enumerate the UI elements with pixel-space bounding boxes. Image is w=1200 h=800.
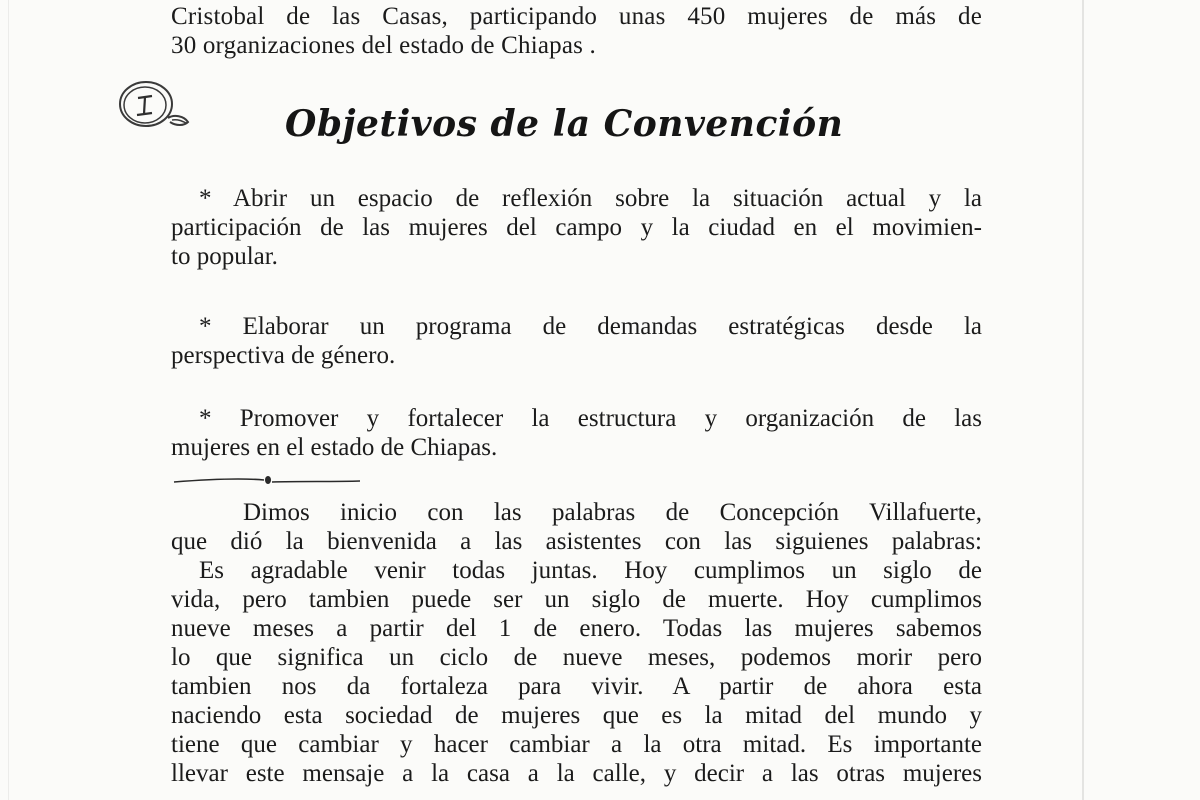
objective-line: * Elaborar un programa de demandas estratégicas desde la — [199, 313, 982, 340]
body-line: Es agradable venir todas juntas. Hoy cumplimos un siglo de — [199, 557, 982, 584]
body-line: tambien nos da fortaleza para vivir. A partir de ahora esta — [171, 673, 982, 700]
page-left-edge — [8, 0, 9, 800]
section-heading: Objetivos de la Convención — [285, 103, 844, 145]
intro-line: 30 organizaciones del estado de Chiapas . — [171, 32, 596, 59]
body-line: tiene que cambiar y hacer cambiar a la otra mitad. Es importante — [171, 731, 982, 758]
objective-item — [171, 312, 982, 370]
objective-line: participación de las mujeres del campo y la ciudad en el movimien- — [171, 214, 982, 241]
intro-paragraph — [171, 2, 982, 60]
objective-item — [171, 184, 982, 271]
body-line: naciendo esta sociedad de mujeres que es la mitad del mundo y — [171, 702, 982, 729]
objective-item — [171, 404, 982, 462]
body-paragraph — [171, 498, 982, 788]
objective-line: to popular. — [171, 243, 278, 270]
body-line: Dimos inicio con las palabras de Concepción Villafuerte, — [243, 499, 982, 526]
objective-line: perspectiva de género. — [171, 342, 396, 369]
objective-line: * Promover y fortalecer la estructura y organización de las — [199, 405, 982, 432]
body-line: llevar este mensaje a la casa a la calle, y decir a las otras mujeres — [171, 760, 982, 787]
page-right-edge — [1082, 0, 1084, 800]
body-line: que dió la bienvenida a las asistentes con las siguienes palabras: — [171, 528, 982, 555]
intro-line: Cristobal de las Casas, participando unas 450 mujeres de más de — [171, 3, 982, 30]
body-line: vida, pero tambien puede ser un siglo de muerte. Hoy cumplimos — [171, 586, 982, 613]
decorative-divider-icon — [172, 470, 362, 490]
body-line: nueve meses a partir del 1 de enero. Todas las mujeres sabemos — [171, 615, 982, 642]
objective-line: mujeres en el estado de Chiapas. — [171, 434, 498, 461]
handwritten-circled-mark-icon — [112, 76, 202, 136]
body-line: lo que significa un ciclo de nueve meses, podemos morir pero — [171, 644, 982, 671]
objective-line: * Abrir un espacio de reflexión sobre la situación actual y la — [199, 185, 982, 212]
